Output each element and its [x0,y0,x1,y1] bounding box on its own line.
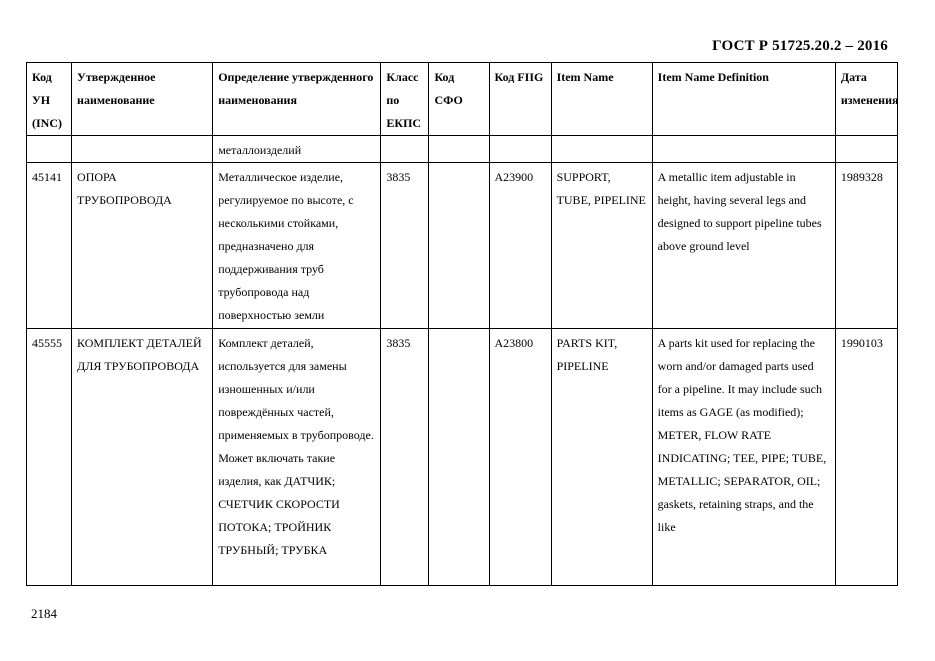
cell-approved-name: ОПОРА ТРУБОПРОВОДА [72,163,213,329]
document-code: ГОСТ Р 51725.20.2 – 2016 [712,38,888,54]
cell-definition: Комплект деталей, используется для замены изношенных и/или повреждённых частей, применяемых в трубопроводе. Может включать такие изделия, как ДАТЧИК; СЧЕТЧИК СКОРОСТИ ПОТОКА; ТРОЙНИК ТРУБНЫЙ; ТРУБКА [213,329,381,586]
cell-item-name: PARTS KIT, PIPELINE [551,329,652,586]
page-number: 2184 [31,606,57,621]
table-row [27,163,898,329]
cell-class: 3835 [381,163,429,329]
cell-sfo [429,329,489,586]
column-header-date: Дата изменения [835,63,897,136]
cell-date: 1990103 [835,329,897,586]
table-row [27,329,898,586]
cell-inc: 45555 [27,329,72,586]
cell-approved-name: КОМПЛЕКТ ДЕТАЛЕЙ ДЛЯ ТРУБОПРОВОДА [72,329,213,586]
column-header-inc: Код УН (INC) [27,63,72,136]
column-header-approved-name: Утвержденное наименование [72,63,213,136]
cell-item-name-definition: A parts kit used for replacing the worn and/or damaged parts used for a pipeline. It may include such items as GAGE (as modified); METER, FLOW RATE INDICATING; TEE, PIPE; TUBE, METALLIC; SEPARATOR, OIL; gaskets, retaining straps, and the like [652,329,835,586]
cell-class: 3835 [381,329,429,586]
cell-sfo [429,163,489,329]
continuation-row [27,136,898,163]
column-header-definition: Определение утвержденного наименования [213,63,381,136]
column-header-class: Класс по ЕКПС [381,63,429,136]
cell-definition: Металлическое изделие, регулируемое по высоте, с несколькими стойками, предназначено для поддерживания труб трубопровода над поверхностью земли [213,163,381,329]
cell-inc: 45141 [27,163,72,329]
cell-date: 1989328 [835,163,897,329]
cell-item-name-definition: A metallic item adjustable in height, having several legs and designed to support pipeline tubes above ground level [652,163,835,329]
column-header-fiig: Код FIIG [489,63,551,136]
cell-item-name: SUPPORT, TUBE, PIPELINE [551,163,652,329]
nomenclature-table [26,62,898,586]
column-header-sfo: Код СФО [429,63,489,136]
continuation-text: металлоизделий [213,136,381,163]
column-header-item-name-definition: Item Name Definition [652,63,835,136]
column-header-item-name: Item Name [551,63,652,136]
cell-fiig: A23900 [489,163,551,329]
cell-fiig: A23800 [489,329,551,586]
table-header-row [27,63,898,136]
